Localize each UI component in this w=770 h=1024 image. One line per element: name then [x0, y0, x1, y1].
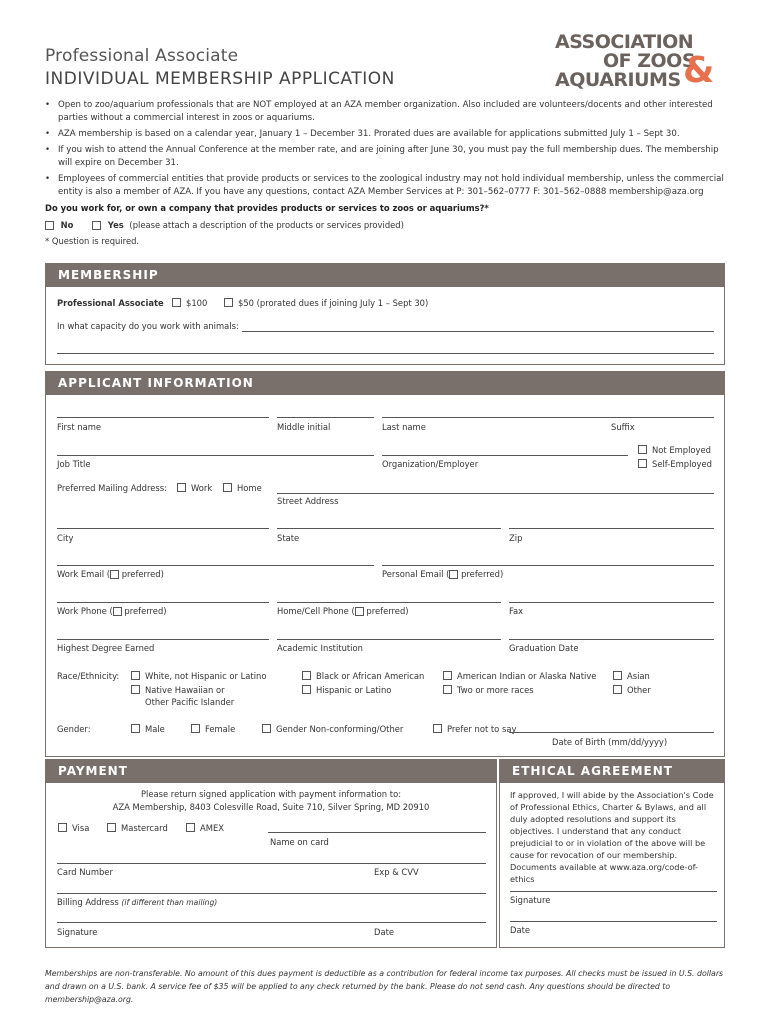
- ethics-section: [499, 759, 725, 948]
- list-item: • AZA membership is based on a calendar year, January 1 – December 31. Prorated dues are available for applications submitted July 1 – Sept 30.: [45, 128, 725, 141]
- gender-label: Gender:: [57, 724, 91, 734]
- work-phone-field[interactable]: [57, 602, 269, 603]
- job-label: Job Title: [57, 459, 91, 469]
- race-option: Native Hawaiian or: [145, 685, 225, 695]
- home-address-checkbox[interactable]: [223, 483, 232, 492]
- org-field[interactable]: [382, 455, 628, 456]
- degree-label: Highest Degree Earned: [57, 643, 155, 653]
- ethics-date-label: Date: [510, 925, 531, 935]
- capacity-field-2[interactable]: [57, 353, 714, 354]
- billing-note: (if different than mailing): [121, 898, 218, 907]
- payment-section: [45, 759, 497, 948]
- section-header: APPLICANT INFORMATION: [46, 372, 724, 395]
- middle-initial-field[interactable]: [277, 417, 374, 418]
- zip-label: Zip: [509, 533, 523, 543]
- race-asian-checkbox[interactable]: [613, 671, 622, 680]
- exp-label: Exp & CVV: [374, 867, 419, 877]
- capacity-label: In what capacity do you work with animals:: [57, 321, 239, 331]
- signature-label: Signature: [57, 927, 98, 937]
- work-address-checkbox[interactable]: [177, 483, 186, 492]
- info-list: [45, 99, 725, 202]
- payment-instructions: Please return signed application with payment information to:: [140, 789, 402, 799]
- city-field[interactable]: [57, 528, 269, 529]
- race-option: American Indian or Alaska Native: [457, 671, 597, 681]
- gender-option: Male: [145, 724, 165, 734]
- city-label: City: [57, 533, 74, 543]
- work-label: Work: [191, 483, 213, 493]
- work-email-preferred-checkbox[interactable]: [110, 570, 119, 579]
- yes-label: Yes: [107, 220, 124, 230]
- section-header: MEMBERSHIP: [46, 264, 724, 287]
- no-label: No: [60, 220, 74, 230]
- preferred-label: preferred): [366, 606, 409, 616]
- first-name-label: First name: [57, 422, 102, 432]
- race-label: Race/Ethnicity:: [57, 671, 120, 681]
- personal-email-label: Personal Email (: [382, 569, 450, 579]
- institution-label: Academic Institution: [277, 643, 363, 653]
- not-employed-checkbox[interactable]: [638, 445, 647, 454]
- street-field[interactable]: [277, 493, 714, 494]
- last-name-field[interactable]: [382, 417, 714, 418]
- personal-email-field[interactable]: [382, 565, 714, 566]
- race-white-checkbox[interactable]: [131, 671, 140, 680]
- race-option: Asian: [627, 671, 650, 681]
- gender-option: Prefer not to say: [447, 724, 517, 734]
- home-phone-field[interactable]: [277, 602, 501, 603]
- home-label: Home: [237, 483, 262, 493]
- gender-male-checkbox[interactable]: [131, 724, 140, 733]
- dob-label: Date of Birth (mm/dd/yyyy): [552, 737, 668, 747]
- work-phone-label: Work Phone (: [57, 606, 113, 616]
- race-native-american-checkbox[interactable]: [443, 671, 452, 680]
- home-phone-label: Home/Cell Phone (: [277, 606, 355, 616]
- dues-50-label: $50 (prorated dues if joining July 1 – Sept 30): [238, 298, 429, 308]
- preferred-label: preferred): [121, 569, 164, 579]
- visa-checkbox[interactable]: [58, 823, 67, 832]
- date-label: Date: [374, 927, 395, 937]
- ethics-signature-field[interactable]: [510, 891, 717, 892]
- gender-nonconforming-checkbox[interactable]: [262, 724, 271, 733]
- race-option: Other: [627, 685, 651, 695]
- race-option: Other Pacific Islander: [145, 697, 235, 707]
- gender-female-checkbox[interactable]: [191, 724, 200, 733]
- page-title: INDIVIDUAL MEMBERSHIP APPLICATION: [45, 69, 395, 89]
- race-option: White, not Hispanic or Latino: [145, 671, 267, 681]
- mastercard-checkbox[interactable]: [107, 823, 116, 832]
- billing-field[interactable]: [57, 893, 486, 894]
- race-option: Black or African American: [316, 671, 425, 681]
- race-black-checkbox[interactable]: [302, 671, 311, 680]
- payment-address: AZA Membership, 8403 Colesville Road, Suite 710, Silver Spring, MD 20910: [112, 802, 430, 812]
- first-name-field[interactable]: [57, 417, 269, 418]
- street-label: Street Address: [277, 496, 339, 506]
- billing-label: Billing Address: [57, 897, 119, 907]
- card-number-label: Card Number: [57, 867, 113, 877]
- list-item: • If you wish to attend the Annual Conference at the member rate, and are joining after June 30, you must pay the full membership dues. The membership will expire on December 31.: [45, 144, 725, 170]
- commercial-question: Do you work for, or own a company that provides products or services to zoos or aquariums?*: [45, 203, 489, 213]
- section-header: PAYMENT: [46, 760, 496, 783]
- footer-note: Memberships are non-transferable. No amount of this dues payment is deductible as a contribution for federal income tax purposes. All checks must be issued in U.S. dollars and drawn on a U.S. bank. A service fee of $35 will be applied to any check returned by the bank. Please do not send cash. Any questions should be directed to membership@aza.org.: [45, 969, 724, 1004]
- work-email-field[interactable]: [57, 565, 374, 566]
- ethics-text: If approved, I will abide by the Association's Code of Professional Ethics, Charter & Bylaws, and all duly adopted resolutions and support its objectives. I understand that any conduct prejudicial to or in violation of the above will be cause for revocation of our membership. Documents available at www.aza.org/code-of-ethics: [510, 790, 714, 884]
- self-employed-checkbox[interactable]: [638, 459, 647, 468]
- last-label: Last name: [382, 422, 426, 432]
- gender-option: Female: [205, 724, 236, 734]
- work-phone-preferred-checkbox[interactable]: [113, 607, 122, 616]
- mailing-label: Preferred Mailing Address:: [57, 483, 167, 493]
- dues-100-label: $100: [186, 298, 208, 308]
- card-number-field[interactable]: [57, 863, 486, 864]
- gender-option: Gender Non-conforming/Other: [276, 724, 404, 734]
- name-on-card-label: Name on card: [270, 837, 329, 847]
- mastercard-label: Mastercard: [121, 823, 168, 833]
- payment-signature-field[interactable]: [57, 922, 486, 923]
- amex-label: AMEX: [200, 823, 224, 833]
- name-on-card-field[interactable]: [268, 832, 486, 833]
- race-other-checkbox[interactable]: [613, 685, 622, 694]
- applicant-section: [45, 371, 725, 757]
- home-phone-preferred-checkbox[interactable]: [355, 607, 364, 616]
- gender-prefer-not-checkbox[interactable]: [433, 724, 442, 733]
- race-two-checkbox[interactable]: [443, 685, 452, 694]
- capacity-field[interactable]: [242, 331, 714, 332]
- grad-date-field[interactable]: [509, 639, 714, 640]
- amex-checkbox[interactable]: [186, 823, 195, 832]
- fax-field[interactable]: [509, 602, 714, 603]
- preferred-label: preferred): [124, 606, 167, 616]
- ethics-date-field[interactable]: [510, 921, 717, 922]
- race-option: Hispanic or Latino: [316, 685, 392, 695]
- list-item: • Open to zoo/aquarium professionals that are NOT employed at an AZA member organization. Also included are volunteers/docents and other interested parties without a commercial interest in zoos or aquariums.: [45, 99, 725, 125]
- list-item: • Employees of commercial entities that provide products or services to the zoological industry may not hold individual membership, unless the commercial entity is also a member of AZA. If you have any questions, contact AZA Member Services at P: 301–562–0777 F: 301–562–0888 membership@aza.org: [45, 173, 725, 199]
- dob-field[interactable]: [509, 732, 714, 733]
- no-checkbox[interactable]: [45, 221, 54, 230]
- state-label: State: [277, 533, 300, 543]
- degree-field[interactable]: [57, 639, 269, 640]
- yes-note: (please attach a description of the products or services provided): [129, 220, 404, 230]
- fax-label: Fax: [509, 606, 524, 616]
- visa-label: Visa: [72, 823, 90, 833]
- grad-label: Graduation Date: [509, 643, 579, 653]
- aza-logo: ASSOCIATION OF ZOOS AQUARIUMS &: [555, 31, 714, 91]
- personal-email-preferred-checkbox[interactable]: [449, 570, 458, 579]
- section-header: ETHICAL AGREEMENT: [500, 760, 724, 783]
- race-pacific-checkbox[interactable]: [131, 685, 140, 694]
- middle-label: Middle initial: [277, 422, 331, 432]
- state-field[interactable]: [277, 528, 501, 529]
- form-subtitle: Professional Associate: [45, 46, 239, 66]
- org-label: Organization/Employer: [382, 459, 479, 469]
- not-employed-label: Not Employed: [652, 445, 711, 455]
- self-employed-label: Self-Employed: [652, 459, 712, 469]
- yes-checkbox[interactable]: [92, 221, 101, 230]
- zip-field[interactable]: [509, 528, 714, 529]
- preferred-label: preferred): [461, 569, 504, 579]
- work-email-label: Work Email (: [57, 569, 111, 579]
- dues-100-checkbox[interactable]: [172, 298, 181, 307]
- race-hispanic-checkbox[interactable]: [302, 685, 311, 694]
- suffix-label: Suffix: [611, 422, 635, 432]
- institution-field[interactable]: [277, 639, 501, 640]
- race-option: Two or more races: [457, 685, 534, 695]
- required-note: * Question is required.: [45, 236, 140, 246]
- ethics-signature-label: Signature: [510, 895, 551, 905]
- membership-type: Professional Associate: [57, 298, 164, 308]
- job-title-field[interactable]: [57, 455, 374, 456]
- membership-section: [45, 263, 725, 365]
- dues-50-checkbox[interactable]: [224, 298, 233, 307]
